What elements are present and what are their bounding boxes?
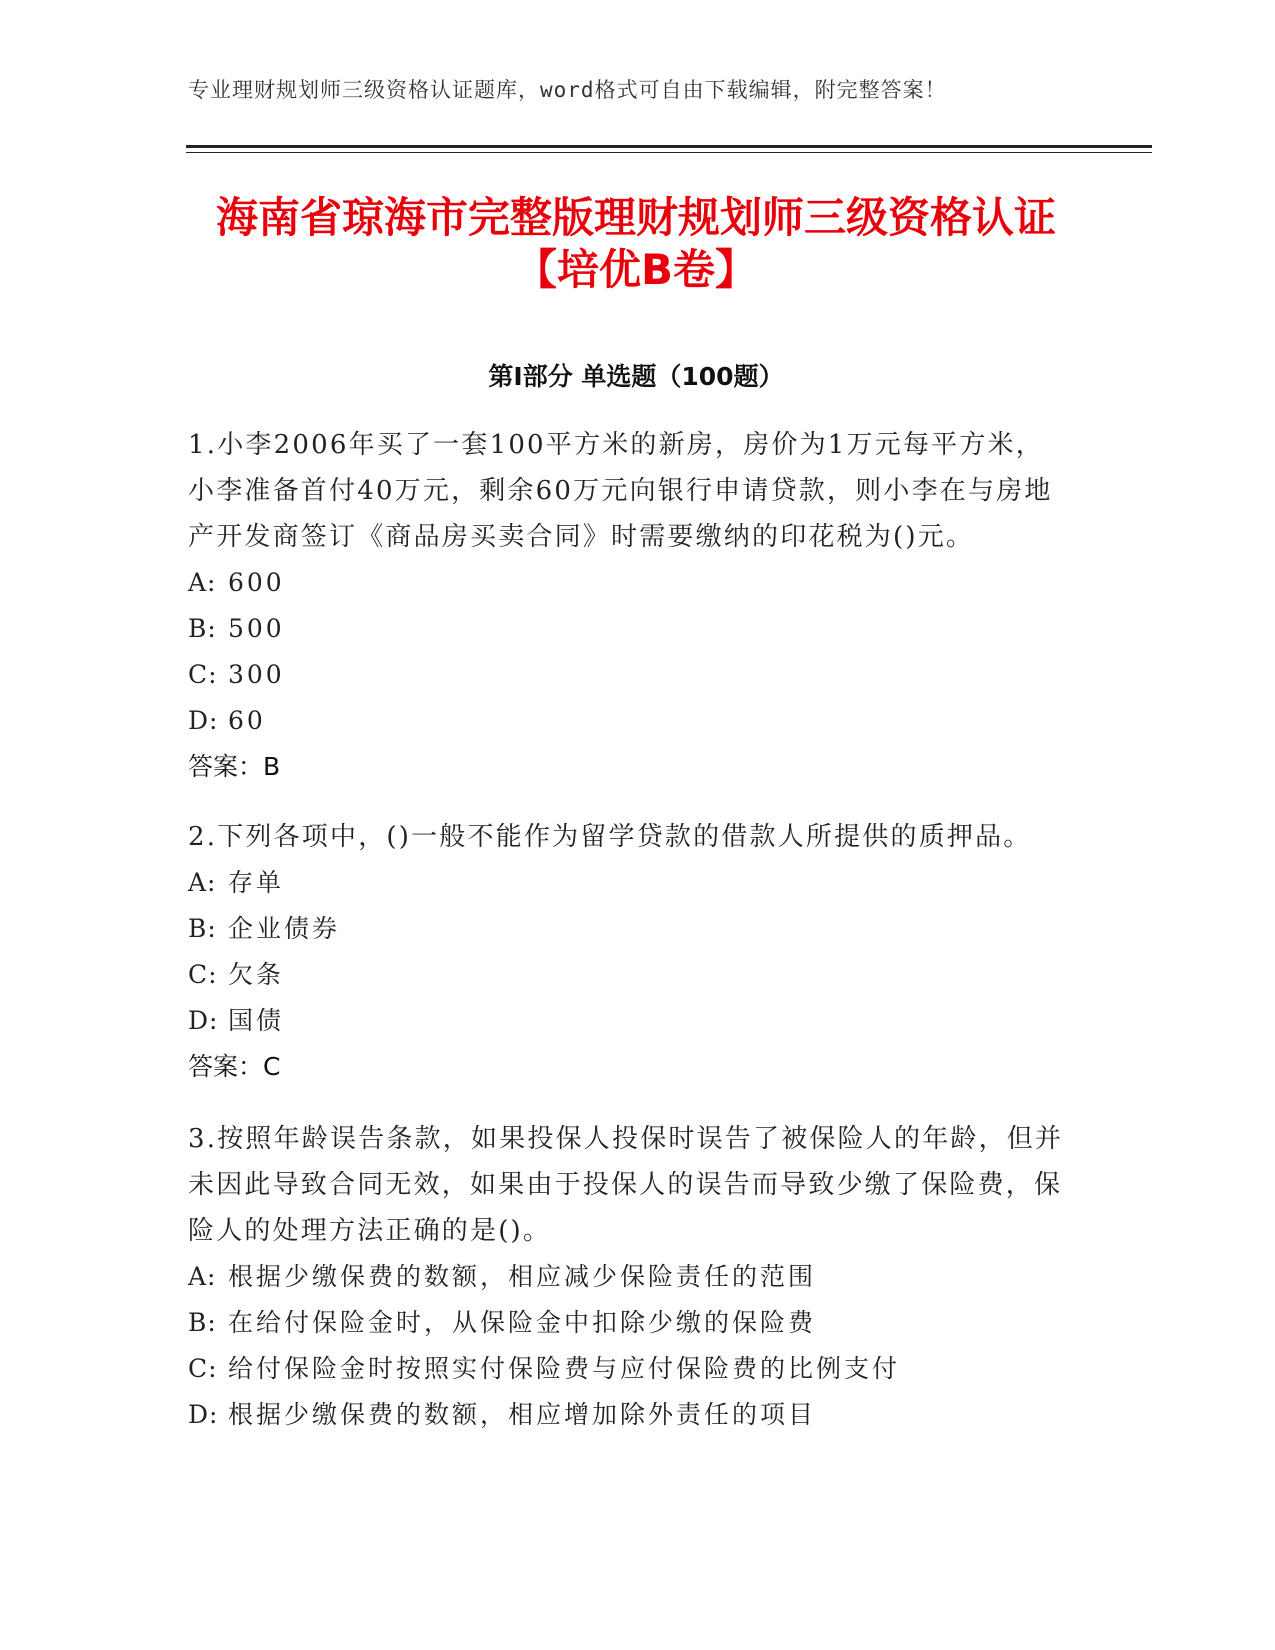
option-d: [188, 698, 1068, 744]
question-3: [188, 1116, 1068, 1438]
option-text: 企业债券: [228, 914, 341, 943]
question-stem: 1.小李2006年买了一套100平方米的新房，房价为1万元每平方米，小李准备首付40万元，剩余60万元向银行申请贷款，则小李在与房地产开发商签订《商品房买卖合同》时需要缴纳的印花税为()元。: [188, 430, 1053, 552]
question-1: [188, 422, 1068, 790]
option-text: 根据少缴保费的数额，相应减少保险责任的范围: [228, 1262, 817, 1291]
option-c: [188, 652, 1068, 698]
option-letter: C:: [188, 960, 218, 989]
option-b: [188, 606, 1068, 652]
option-text: 存单: [228, 868, 285, 897]
option-letter: A:: [188, 568, 217, 597]
option-text: 300: [228, 660, 285, 689]
option-text: 给付保险金时按照实付保险费与应付保险费的比例支付: [228, 1354, 901, 1383]
option-letter: B:: [188, 614, 217, 643]
option-letter: C:: [188, 660, 218, 689]
option-text: 600: [228, 568, 285, 597]
option-letter: D:: [188, 706, 219, 735]
option-letter: C:: [188, 1354, 218, 1383]
option-a: [188, 1254, 1068, 1300]
option-b: [188, 906, 1068, 952]
option-d: [188, 998, 1068, 1044]
option-c: [188, 1346, 1068, 1392]
option-text: 500: [228, 614, 285, 643]
option-text: 根据少缴保费的数额，相应增加除外责任的项目: [228, 1400, 817, 1429]
option-letter: B:: [188, 914, 217, 943]
option-a: [188, 860, 1068, 906]
option-text: 在给付保险金时，从保险金中扣除少缴的保险费: [228, 1308, 817, 1337]
option-letter: A:: [188, 1262, 217, 1291]
option-d: [188, 1392, 1068, 1438]
option-text: 欠条: [228, 960, 285, 989]
option-letter: D:: [188, 1400, 219, 1429]
option-text: 国债: [228, 1006, 285, 1035]
option-letter: D:: [188, 1006, 219, 1035]
document-title: 海南省琼海市完整版理财规划师三级资格认证【培优B卷】: [215, 193, 1056, 294]
answer-label: 答案：B: [188, 752, 281, 781]
header-note: 专业理财规划师三级资格认证题库，word格式可自由下载编辑，附完整答案！: [188, 78, 947, 102]
question-stem: 3.按照年龄误告条款，如果投保人投保时误告了被保险人的年龄，但并未因此导致合同无效，如果由于投保人的误告而导致少缴了保险费，保险人的处理方法正确的是()。: [188, 1124, 1064, 1246]
question-2: [188, 814, 1068, 1090]
option-b: [188, 1300, 1068, 1346]
option-letter: B:: [188, 1308, 217, 1337]
option-a: [188, 560, 1068, 606]
section-title: 第Ⅰ部分 单选题（100题）: [488, 362, 784, 391]
header-rule-thin: [186, 152, 1152, 153]
answer-label: 答案：C: [188, 1052, 281, 1081]
question-stem: 2.下列各项中，()一般不能作为留学贷款的借款人所提供的质押品。: [188, 822, 1032, 852]
option-c: [188, 952, 1068, 998]
header-rule-thick: [186, 145, 1152, 148]
option-text: 60: [228, 706, 266, 735]
option-letter: A:: [188, 868, 217, 897]
